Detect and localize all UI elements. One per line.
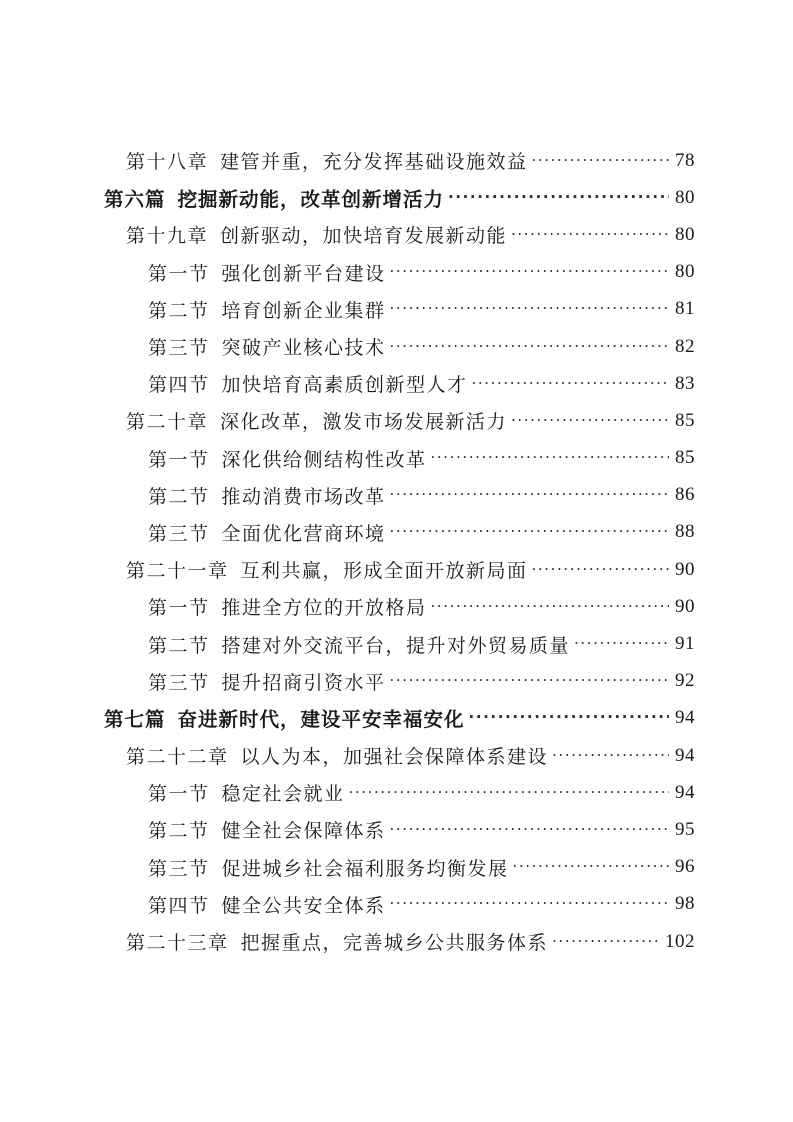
toc-entry-label — [148, 668, 386, 695]
toc-entry-label — [126, 407, 507, 434]
toc-entry-title: 稳定社会就业 — [221, 783, 345, 806]
toc-entry-label — [148, 631, 570, 658]
toc-entry-title: 创新驱动，加快培育发展新动能 — [220, 225, 508, 248]
toc-entry-label — [148, 593, 427, 620]
toc-entry-page-number: 102 — [665, 930, 695, 952]
dot-leader — [552, 746, 669, 764]
dot-leader — [511, 225, 669, 243]
toc-entry-label — [126, 556, 528, 583]
toc-entry-number: 第一节 — [148, 448, 210, 471]
toc-entry-label — [104, 704, 465, 732]
dot-leader — [390, 522, 669, 540]
toc-entry-title: 突破产业核心技术 — [221, 337, 386, 360]
toc-entry-number: 第一节 — [148, 262, 210, 285]
toc-entry-label — [126, 221, 507, 248]
toc-entry-label — [126, 928, 548, 955]
toc-entry-label — [148, 519, 386, 546]
toc-entry-section[interactable] — [0, 440, 793, 477]
toc-entry-number: 第三节 — [148, 671, 210, 694]
toc-entry-number: 第三节 — [148, 522, 210, 545]
toc-entry-number: 第七篇 — [104, 708, 166, 732]
toc-entry-part-6[interactable] — [0, 179, 793, 216]
toc-entry-page-number: 88 — [675, 521, 695, 543]
toc-entry-page-number: 86 — [675, 484, 695, 506]
dot-leader — [431, 448, 669, 466]
toc-entry-page-number: 80 — [675, 186, 695, 208]
toc-entry-page-number: 80 — [675, 223, 695, 245]
toc-entry-section[interactable] — [0, 811, 793, 848]
toc-entry-section[interactable] — [0, 774, 793, 811]
toc-entry-title: 促进城乡社会福利服务均衡发展 — [221, 857, 509, 880]
toc-entry-section[interactable] — [0, 849, 793, 886]
toc-entry-label — [148, 445, 427, 472]
toc-entry-title: 推动消费市场改革 — [221, 485, 386, 508]
toc-entry-title: 以人为本，加强社会保障体系建设 — [240, 746, 549, 769]
toc-entry-label — [148, 854, 509, 881]
dot-leader — [532, 560, 669, 578]
toc-entry-label — [148, 891, 386, 918]
toc-entry-number: 第六篇 — [104, 187, 166, 211]
dot-leader — [349, 783, 669, 801]
toc-entry-page-number: 90 — [675, 558, 695, 580]
toc-entry-title: 把握重点，完善城乡公共服务体系 — [240, 932, 549, 955]
toc-entry-page-number: 85 — [675, 409, 695, 431]
toc-entry-section[interactable] — [0, 365, 793, 402]
toc-entry-page-number: 78 — [675, 149, 695, 171]
toc-entry-section[interactable] — [0, 328, 793, 365]
toc-entry-number: 第三节 — [148, 857, 210, 880]
dot-leader — [513, 857, 669, 875]
toc-entry-label — [126, 742, 548, 769]
toc-entry-label — [148, 296, 386, 323]
toc-entry-title: 健全社会保障体系 — [221, 820, 386, 843]
dot-leader — [532, 151, 669, 169]
toc-entry-number: 第二节 — [148, 634, 210, 657]
dot-leader — [552, 932, 659, 950]
toc-entry-number: 第二节 — [148, 820, 210, 843]
dot-leader — [390, 337, 669, 355]
toc-entry-part-7[interactable] — [0, 700, 793, 737]
toc-entry-label — [148, 482, 386, 509]
toc-entry-title: 建管并重，充分发挥基础设施效益 — [220, 151, 528, 174]
toc-entry-title: 加快培育高素质创新型人才 — [221, 374, 468, 397]
toc-entry-section[interactable] — [0, 514, 793, 551]
toc-entry-title: 深化供给侧结构性改革 — [221, 448, 427, 471]
toc-entry-number: 第二十一章 — [126, 560, 229, 583]
toc-entry-title: 全面优化营商环境 — [221, 522, 386, 545]
toc-entry-label — [148, 816, 386, 843]
toc-entry-page-number: 81 — [675, 298, 695, 320]
table-of-contents — [0, 142, 793, 960]
toc-entry-section[interactable] — [0, 625, 793, 662]
dot-leader — [574, 634, 669, 652]
toc-entry-page-number: 94 — [675, 744, 695, 766]
dot-leader — [390, 485, 669, 503]
toc-entry-title: 推进全方位的开放格局 — [221, 597, 427, 620]
toc-entry-page-number: 90 — [675, 595, 695, 617]
toc-entry-section[interactable] — [0, 886, 793, 923]
toc-entry-number: 第二节 — [148, 485, 210, 508]
toc-entry-number: 第四节 — [148, 894, 210, 917]
toc-entry-label — [148, 333, 386, 360]
toc-entry-number: 第三节 — [148, 337, 210, 360]
toc-entry-number: 第二十三章 — [126, 932, 229, 955]
dot-leader — [390, 820, 669, 838]
dot-leader — [511, 411, 669, 429]
toc-entry-chapter-19[interactable] — [0, 216, 793, 253]
toc-entry-chapter-21[interactable] — [0, 551, 793, 588]
toc-entry-section[interactable] — [0, 291, 793, 328]
toc-entry-number: 第二十章 — [126, 411, 209, 434]
toc-entry-label — [148, 779, 345, 806]
toc-entry-title: 深化改革，激发市场发展新活力 — [220, 411, 508, 434]
toc-entry-title: 强化创新平台建设 — [221, 262, 386, 285]
toc-entry-number: 第十九章 — [126, 225, 209, 248]
toc-entry-title: 培育创新企业集群 — [221, 299, 386, 322]
toc-entry-page-number: 92 — [675, 670, 695, 692]
toc-entry-page-number: 96 — [675, 856, 695, 878]
toc-entry-section[interactable] — [0, 663, 793, 700]
dot-leader — [431, 597, 669, 615]
toc-entry-page-number: 82 — [675, 335, 695, 357]
toc-entry-number: 第二十二章 — [126, 746, 229, 769]
toc-entry-title: 健全公共安全体系 — [221, 894, 386, 917]
toc-entry-page-number: 85 — [675, 447, 695, 469]
dot-leader — [390, 262, 669, 280]
toc-entry-page-number: 94 — [675, 781, 695, 803]
toc-entry-title: 提升招商引资水平 — [221, 671, 386, 694]
toc-entry-number: 第十八章 — [126, 151, 209, 174]
toc-entry-chapter-18[interactable] — [0, 142, 793, 179]
toc-entry-page-number: 94 — [675, 707, 695, 729]
toc-entry-label — [126, 147, 528, 174]
toc-entry-number: 第一节 — [148, 597, 210, 620]
toc-entry-page-number: 83 — [675, 372, 695, 394]
toc-entry-section[interactable] — [0, 477, 793, 514]
toc-entry-chapter-23[interactable] — [0, 923, 793, 960]
toc-entry-title: 奋进新时代，建设平安幸福安化 — [177, 708, 465, 732]
dot-leader — [448, 188, 669, 206]
dot-leader — [472, 374, 669, 392]
toc-entry-chapter-20[interactable] — [0, 402, 793, 439]
toc-entry-number: 第一节 — [148, 783, 210, 806]
toc-entry-section[interactable] — [0, 254, 793, 291]
toc-entry-title: 互利共赢，形成全面开放新局面 — [240, 560, 528, 583]
toc-entry-page-number: 98 — [675, 893, 695, 915]
dot-leader — [390, 894, 669, 912]
toc-entry-title: 搭建对外交流平台，提升对外贸易质量 — [221, 634, 571, 657]
dot-leader — [390, 671, 669, 689]
toc-entry-page-number: 80 — [675, 261, 695, 283]
toc-entry-section[interactable] — [0, 588, 793, 625]
toc-entry-label — [148, 259, 386, 286]
toc-entry-title: 挖掘新动能，改革创新增活力 — [177, 187, 445, 211]
toc-entry-chapter-22[interactable] — [0, 737, 793, 774]
toc-entry-number: 第二节 — [148, 299, 210, 322]
toc-entry-page-number: 91 — [675, 633, 695, 655]
dot-leader — [469, 708, 669, 726]
dot-leader — [390, 299, 669, 317]
toc-entry-label — [148, 370, 468, 397]
toc-entry-page-number: 95 — [675, 818, 695, 840]
toc-entry-label — [104, 184, 444, 212]
toc-entry-number: 第四节 — [148, 374, 210, 397]
